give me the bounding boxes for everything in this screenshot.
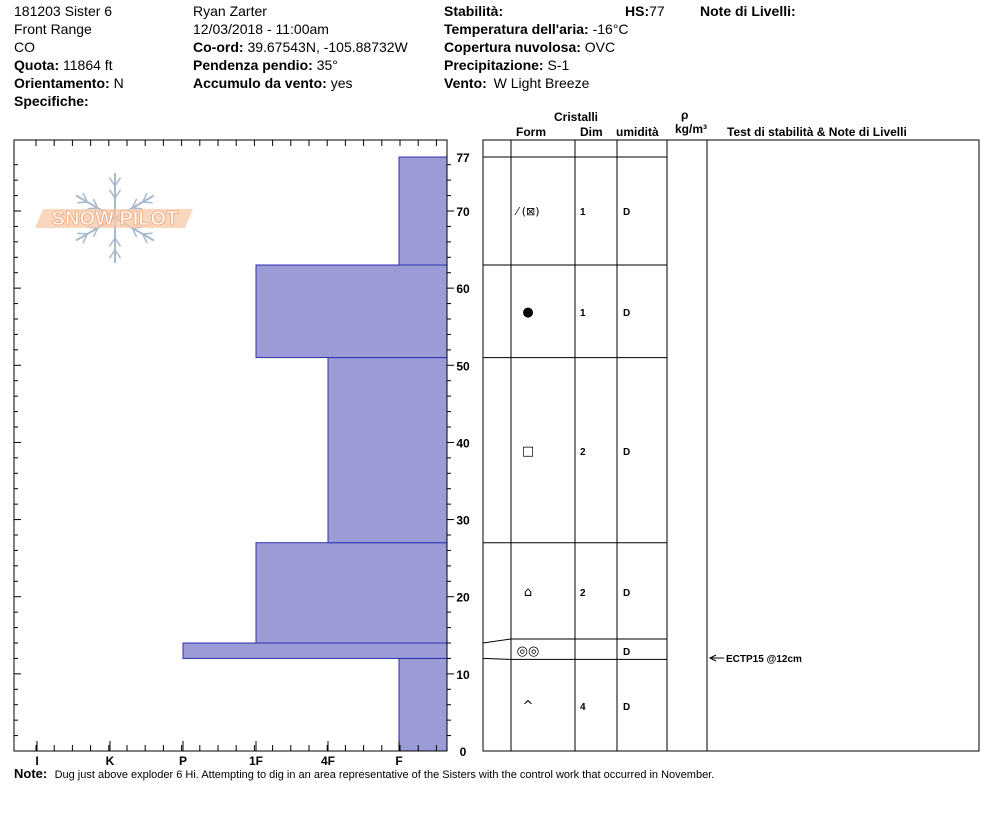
hs-label: HS: [625,3,650,19]
logo-text: SNOW PILOT [51,208,179,230]
slope-value: 35° [316,57,338,73]
elevation-label: Quota: [14,57,60,73]
crystal-size: 2 [580,447,586,458]
form-header: Form [516,125,546,139]
aspect-value: N [113,75,124,91]
observation-datetime: 12/03/2018 - 11:00am [193,21,329,37]
hardness-label: I [35,754,39,768]
note-text: Dug just above exploder 6 Hi. Attempting to dig in an area representative of the Sisters with the control work that occurred in November. [54,769,715,781]
precip-label: Precipitazione: [444,57,544,73]
hardness-label: 1F [248,754,264,768]
observer-name: Ryan Zarter [193,3,267,19]
hs-value: 77 [649,3,665,19]
crystal-form-icon: ● [522,305,534,320]
note-label: Note: [14,766,48,781]
site-name: 181203 Sister 6 [14,3,113,19]
wind-label: Vento: [444,75,487,91]
crystal-form-icon: ◎◎ [516,644,540,659]
y-tick-label: 50 [456,359,470,374]
cloud-value: OVC [584,39,616,55]
moisture-value: D [623,308,631,319]
crystal-form-icon: ^ [522,699,534,714]
y-tick-label: 30 [456,513,470,528]
hardness-bar [256,543,447,643]
wind-loading-label: Accumulo da vento: [193,75,327,91]
y-tick-label: 20 [456,590,470,605]
y-tick-label: 60 [456,282,470,297]
crystal-size: 1 [580,308,586,319]
crystal-form-icon: ⁄ (⊠) [516,205,540,218]
slope-label: Pendenza pendio: [193,57,313,73]
air-temp-label: Temperatura dell'aria: [444,21,589,37]
y-tick-label: 0 [459,745,467,759]
dim-header: Dim [580,125,603,139]
snow-pilot-logo [35,173,193,263]
moisture-value: D [623,207,631,218]
wind-loading-value: yes [330,75,353,91]
crystal-form-icon: ⌂ [523,585,533,600]
rho-header: ρ [681,108,689,122]
crystals-header: Cristalli [554,110,599,124]
moisture-value: D [623,647,631,658]
cloud-label: Copertura nuvolosa: [444,39,581,55]
elevation-value: 11864 ft [63,57,113,73]
y-tick-label: 70 [456,205,470,219]
mountain-range: Front Range [14,21,92,37]
precip-value: S-1 [547,57,570,73]
state: CO [14,39,35,55]
hardness-label: P [178,754,188,768]
crystal-size: 1 [580,207,586,218]
hardness-bar [328,358,447,543]
y-tick-label: 10 [456,667,470,682]
hardness-label: K [105,754,115,768]
stability-label: Stabilità: [444,3,504,19]
wind-value: W Light Breeze [493,75,590,91]
coords-value: 39.67543N, -105.88732W [247,39,408,55]
hardness-bar [399,658,447,751]
moisture-value: D [623,702,631,713]
y-tick-label: 40 [456,436,470,451]
crystal-form-icon: □ [521,444,535,459]
crystal-size: 2 [580,588,586,599]
y-tick-label: 77 [456,151,470,165]
hardness-bar [183,643,447,658]
hardness-bar [399,157,447,265]
hardness-label: 4F [320,754,336,768]
specifics-label: Specifiche: [14,93,89,109]
hardness-label: F [395,754,403,768]
layer-notes-label: Note di Livelli: [700,3,796,19]
moisture-header: umidità [616,125,659,139]
stability-test-label: ECTP15 @12cm [726,654,802,665]
crystal-size: 4 [580,702,586,713]
hardness-bar [256,265,447,358]
air-temp-value: -16°C [592,21,629,37]
coords-label: Co-ord: [193,39,244,55]
stability-notes-header: Test di stabilità & Note di Livelli [727,125,907,139]
density-unit-header: kg/m³ [675,122,708,136]
note [14,766,714,781]
moisture-value: D [623,447,631,458]
moisture-value: D [623,588,631,599]
aspect-label: Orientamento: [14,75,110,91]
